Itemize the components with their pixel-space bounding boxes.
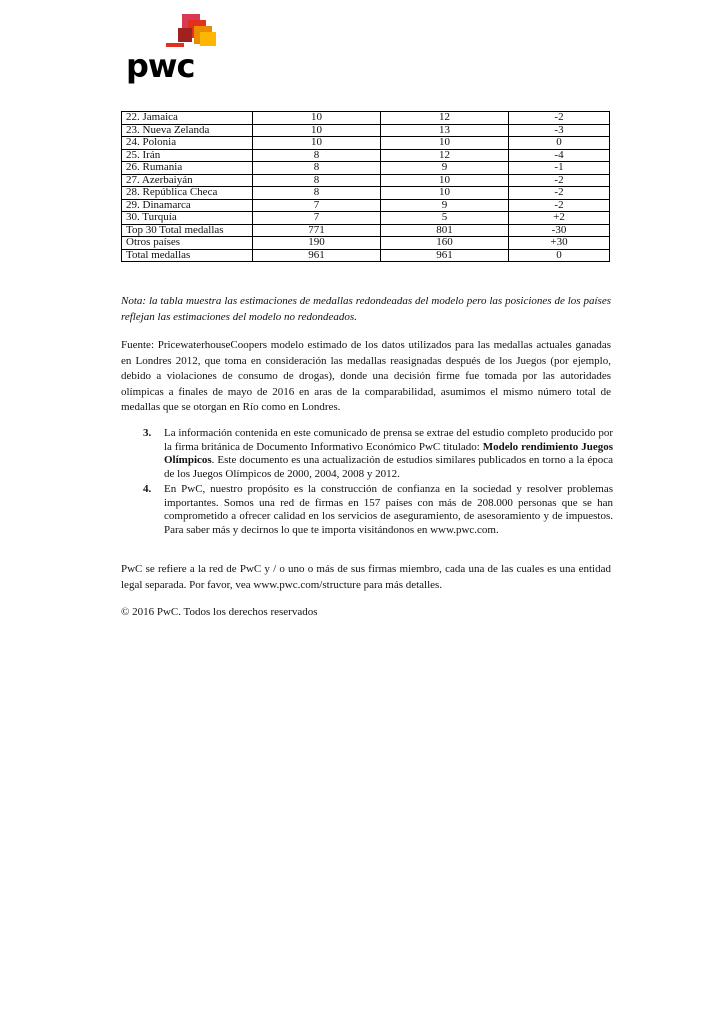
value-cell: 8 (253, 174, 381, 187)
value-cell: 9 (381, 162, 509, 175)
table-row (122, 112, 610, 125)
table-row (122, 212, 610, 225)
value-cell: 10 (253, 137, 381, 150)
country-cell: 29. Dinamarca (122, 199, 253, 212)
value-cell: +30 (509, 237, 610, 250)
country-cell: 25. Irán (122, 149, 253, 162)
copyright: © 2016 PwC. Todos los derechos reservados (121, 606, 318, 618)
value-cell: 771 (253, 224, 381, 237)
value-cell: 10 (253, 124, 381, 137)
value-cell: 8 (253, 162, 381, 175)
value-cell: 12 (381, 112, 509, 125)
value-cell: 8 (253, 187, 381, 200)
table-row (122, 137, 610, 150)
table-row (122, 174, 610, 187)
value-cell: 9 (381, 199, 509, 212)
table-row (122, 149, 610, 162)
disclaimer-paragraph: PwC se refiere a la red de PwC y / o uno o más de sus firmas miembro, cada una de las cuales es una entidad legal separada. Por favor, vea www.pwc.com/structure para más detalles. (121, 563, 611, 591)
value-cell: 10 (381, 174, 509, 187)
value-cell: 961 (381, 249, 509, 262)
value-cell: 0 (509, 249, 610, 262)
value-cell: +2 (509, 212, 610, 225)
country-cell: 26. Rumania (122, 162, 253, 175)
table-row (122, 199, 610, 212)
value-cell: 10 (381, 187, 509, 200)
value-cell: -2 (509, 187, 610, 200)
list-number: 4. (143, 483, 152, 495)
value-cell: 801 (381, 224, 509, 237)
country-cell: Total medallas (122, 249, 253, 262)
value-cell: 12 (381, 149, 509, 162)
value-cell: 5 (381, 212, 509, 225)
list-item: 4. En PwC, nuestro propósito es la construcción de confianza en la sociedad y resolver problemas importantes. Somos una red de firmas en 157 países con más de 208.000 personas que se han comprometido a ofrecer calidad en los servicios de aseguramiento, de asesoramiento y de impuestos. Para saber más y decirnos lo que te importa visitándonos en www.pwc.com. (143, 483, 613, 537)
country-cell: 24. Polonia (122, 137, 253, 150)
value-cell: -1 (509, 162, 610, 175)
country-cell: 23. Nueva Zelanda (122, 124, 253, 137)
pwc-logo (122, 14, 218, 86)
country-cell: 27. Azerbaiyán (122, 174, 253, 187)
country-cell: 30. Turquía (122, 212, 253, 225)
table-row (122, 124, 610, 137)
country-cell: 28. República Checa (122, 187, 253, 200)
country-cell: 22. Jamaica (122, 112, 253, 125)
value-cell: 160 (381, 237, 509, 250)
table-row (122, 237, 610, 250)
value-cell: -2 (509, 199, 610, 212)
table-row (122, 224, 610, 237)
value-cell: 190 (253, 237, 381, 250)
value-cell: 961 (253, 249, 381, 262)
study-title: Modelo rendimiento Juegos Olímpicos (164, 440, 613, 467)
value-cell: 10 (253, 112, 381, 125)
value-cell: -3 (509, 124, 610, 137)
logo-wordmark: pwc (126, 47, 195, 85)
value-cell: 13 (381, 124, 509, 137)
country-cell: Top 30 Total medallas (122, 224, 253, 237)
table-row (122, 249, 610, 262)
value-cell: -30 (509, 224, 610, 237)
country-cell: Otros países (122, 237, 253, 250)
value-cell: 10 (381, 137, 509, 150)
table-row (122, 187, 610, 200)
value-cell: 7 (253, 199, 381, 212)
table-row (122, 162, 610, 175)
medals-table (121, 111, 610, 262)
value-cell: 0 (509, 137, 610, 150)
value-cell: -4 (509, 149, 610, 162)
table-note: Nota: la tabla muestra las estimaciones de medallas redondeadas del modelo pero las posiciones de los países reflejan las estimaciones del modelo no redondeados. (121, 295, 611, 323)
list-number: 3. (143, 427, 152, 439)
value-cell: 7 (253, 212, 381, 225)
value-cell: -2 (509, 174, 610, 187)
value-cell: 8 (253, 149, 381, 162)
list-item: 3. La información contenida en este comunicado de prensa se extrae del estudio completo producido por la firma británica de Documento Informativo Económico PwC titulado: Modelo rendimiento Juegos Olímpicos. Este documento es una actualización de estudios similares publicados en torno a la época de los Juegos Olímpicos de 2000, 2004, 2008 y 2012. (143, 427, 613, 481)
value-cell: -2 (509, 112, 610, 125)
source-paragraph: Fuente: PricewaterhouseCoopers modelo estimado de los datos utilizados para las medallas actuales ganadas en Londres 2012, que toma en consideración las medallas reasignadas después de los Juegos (por ejemplo, debido a violaciones de consumo de drogas), donde una decisión firme fue tomada por las autoridades olímpicas a finales de mayo de 2016 en aras de la comparabilidad, asumimos el mismo número total de medallas que se otorgan en Río como en Londres. (121, 339, 611, 413)
